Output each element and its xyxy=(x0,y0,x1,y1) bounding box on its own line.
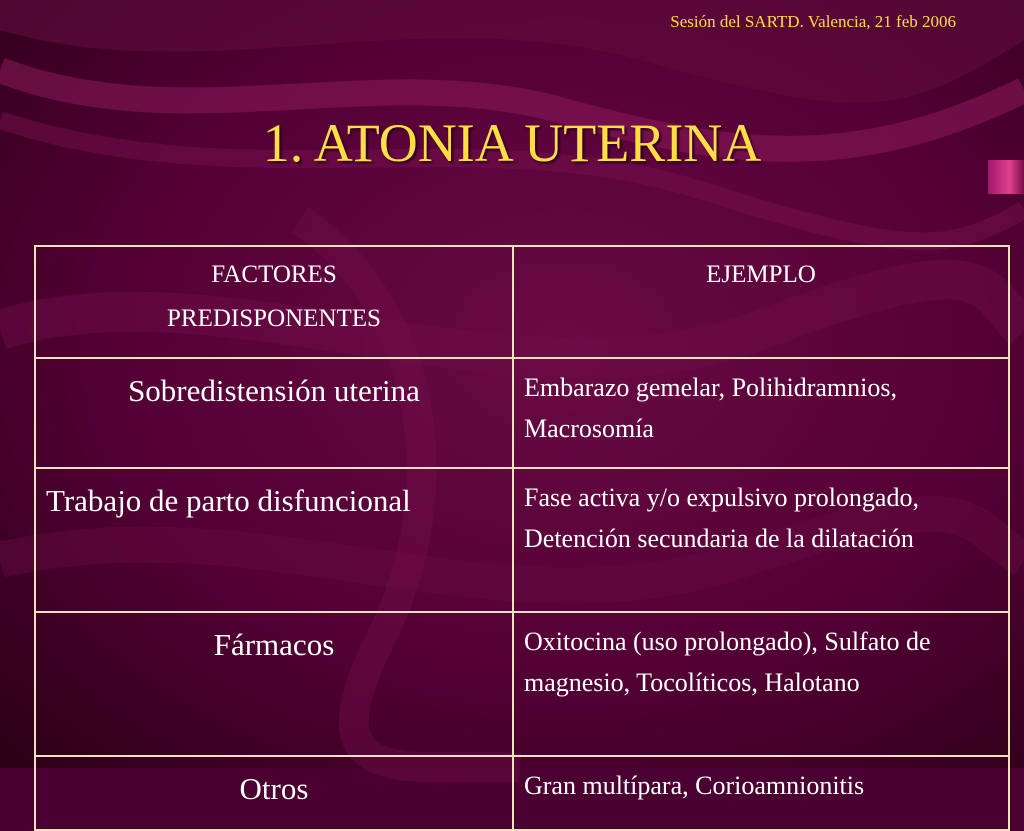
factor-cell: Sobredistensión uterina xyxy=(35,358,513,468)
header-note: Sesión del SARTD. Valencia, 21 feb 2006 xyxy=(670,12,956,31)
example-cell: Gran multípara, Corioamnionitis xyxy=(513,756,1009,830)
slide-title: 1. ATONIA UTERINA xyxy=(262,113,762,173)
example-cell: Embarazo gemelar, Polihidramnios, Macrosomía xyxy=(513,358,1009,468)
factor-cell: Otros xyxy=(35,756,513,830)
header-factors-line2: PREDISPONENTES xyxy=(167,305,381,332)
header-cell-example xyxy=(513,246,1009,358)
table-row xyxy=(35,468,1009,612)
table-row xyxy=(35,756,1009,830)
table-header-row xyxy=(35,246,1009,358)
header-factors-line1: FACTORES xyxy=(211,261,337,288)
table-row xyxy=(35,612,1009,756)
header-example: EJEMPLO xyxy=(706,261,816,288)
header-cell-factors xyxy=(35,246,513,358)
example-cell: Fase activa y/o expulsivo prolongado, Detención secundaria de la dilatación xyxy=(513,468,1009,612)
factors-table xyxy=(34,245,1010,831)
factor-cell: Trabajo de parto disfuncional xyxy=(35,468,513,612)
example-cell: Oxitocina (uso prolongado), Sulfato de magnesio, Tocolíticos, Halotano xyxy=(513,612,1009,756)
table-row xyxy=(35,358,1009,468)
factor-cell: Fármacos xyxy=(35,612,513,756)
factors-table-wrapper xyxy=(34,245,1008,831)
